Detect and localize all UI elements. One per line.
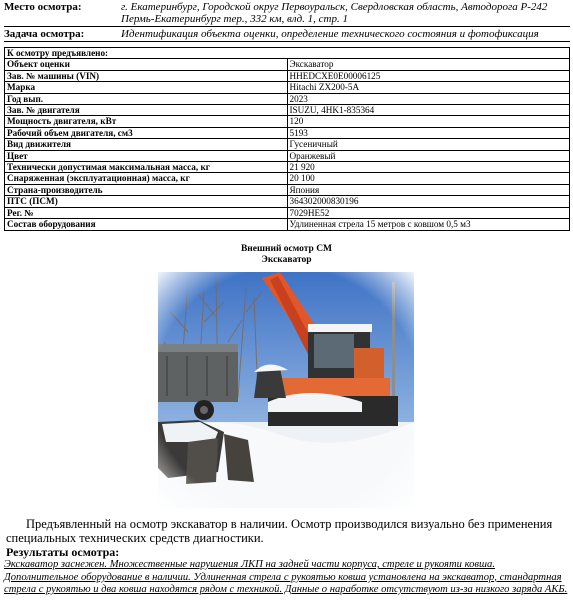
- table-row: [5, 82, 570, 93]
- table-row: [5, 139, 570, 150]
- row-key: Снаряженная (эксплуатационная) масса, кг: [5, 173, 288, 184]
- task-label: Задача осмотра:: [4, 28, 85, 40]
- table-row: [5, 184, 570, 195]
- presented-object-table: [4, 47, 570, 231]
- row-value: Оранжевый: [287, 150, 570, 161]
- place-value: г. Екатеринбург, Городской округ Первоуральск, Свердловская область, Автодорога Р-242 Пермь-Екатеринбург тер., 332 км, влд. 1, стр. 1: [121, 1, 548, 25]
- table-row: [5, 93, 570, 104]
- row-key: Цвет: [5, 150, 288, 161]
- results-heading: Результаты осмотра:: [6, 545, 120, 559]
- table-row: [5, 196, 570, 207]
- row-value: 364302000830196: [287, 196, 570, 207]
- row-key: Марка: [5, 82, 288, 93]
- row-key: Технически допустимая максимальная масса, кг: [5, 162, 288, 173]
- row-key: Зав. № двигателя: [5, 105, 288, 116]
- row-key: Вид движителя: [5, 139, 288, 150]
- table-row: [5, 116, 570, 127]
- table-row: [5, 105, 570, 116]
- row-value: 2023: [287, 93, 570, 104]
- row-value: 20 100: [287, 173, 570, 184]
- table-row: [5, 127, 570, 138]
- row-key: Зав. № машины (VIN): [5, 70, 288, 81]
- row-value: HHEDCXE0E00006125: [287, 70, 570, 81]
- row-value: Гусеничный: [287, 139, 570, 150]
- table-row: [5, 173, 570, 184]
- table-row: [5, 70, 570, 81]
- table-row: [5, 162, 570, 173]
- row-key: Рабочий объем двигателя, см3: [5, 127, 288, 138]
- row-key: Страна-производитель: [5, 184, 288, 195]
- row-key: Объект оценки: [5, 59, 288, 70]
- divider: [4, 41, 570, 42]
- photo-subtitle: Экскаватор: [261, 255, 312, 265]
- excavator-photo-drawing: [158, 272, 414, 508]
- row-value: 120: [287, 116, 570, 127]
- divider: [4, 26, 570, 27]
- row-value: 5193: [287, 127, 570, 138]
- photo-title: Внешний осмотр СМ: [240, 244, 333, 254]
- task-value: Идентификация объекта оценки, определение технического состояния и фотофиксация: [121, 28, 539, 40]
- row-value: Hitachi ZX200-5A: [287, 82, 570, 93]
- row-value: Экскаватор: [287, 59, 570, 70]
- row-key: Рег. №: [5, 207, 288, 218]
- row-value: 21 920: [287, 162, 570, 173]
- table-row: [5, 150, 570, 161]
- row-key: Состав оборудования: [5, 219, 288, 230]
- inspection-paragraph: Предъявленный на осмотр экскаватор в наличии. Осмотр производился визуально без применения специальных технических средств диагностики.: [6, 517, 553, 545]
- place-label: Место осмотра:: [4, 1, 82, 13]
- row-key: ПТС (ПСМ): [5, 196, 288, 207]
- table-row: [5, 59, 570, 70]
- table-row: [5, 219, 570, 230]
- excavator-photo: [158, 272, 414, 508]
- table-caption: К осмотру предъявлено:: [5, 48, 570, 59]
- results-text: Экскаватор заснежен. Множественные нарушения ЛКП на задней части корпуса, стреле и рукояти ковша. Дополнительное оборудование в наличии. Удлиненная стрела с рукоятью ковша установлена на экскаватор, стандартная стрела с рукоятью и два ковша находятся рядом с техникой. Данные о наработке отсутствуют из-за низкого заряда АКБ.: [4, 559, 568, 596]
- row-key: Мощность двигателя, кВт: [5, 116, 288, 127]
- row-value: Япония: [287, 184, 570, 195]
- row-key: Год вып.: [5, 93, 288, 104]
- inspection-place-row: [4, 1, 570, 25]
- row-value: ISUZU, 4HK1-835364: [287, 105, 570, 116]
- table-row: [5, 207, 570, 218]
- row-value: Удлиненная стрела 15 метров с ковшом 0,5 м3: [287, 219, 570, 230]
- inspection-task-row: [4, 28, 570, 40]
- row-value: 7029НЕ52: [287, 207, 570, 218]
